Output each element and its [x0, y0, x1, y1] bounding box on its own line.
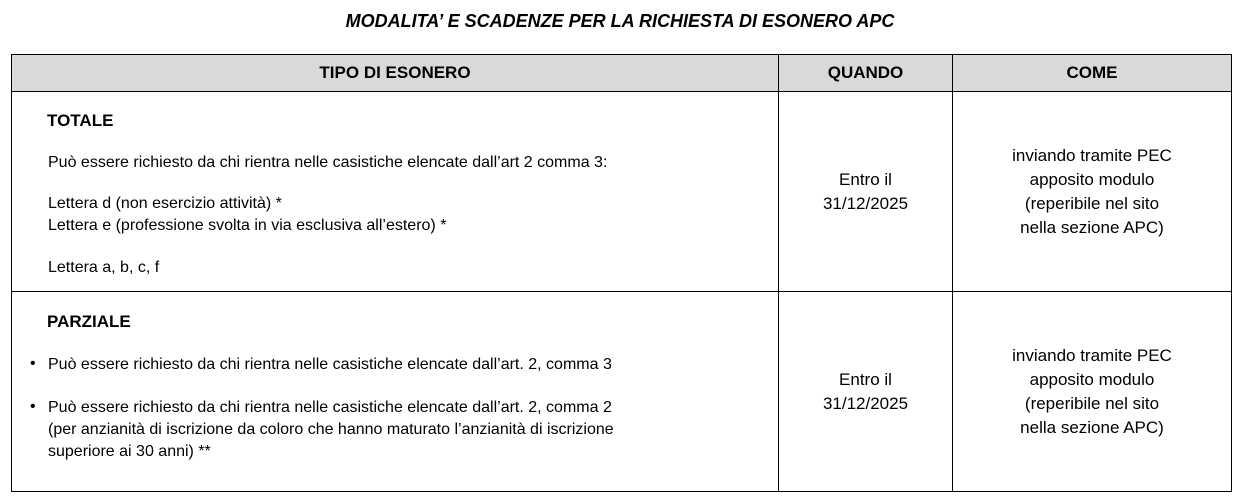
come-line: (reperibile nel sito	[1024, 193, 1160, 213]
quando-line: Entro il	[839, 169, 892, 189]
totale-lettera-d: Lettera d (non esercizio attività) *	[48, 195, 282, 212]
cell-quando-totale	[779, 92, 953, 292]
header-tipo: TIPO DI ESONERO	[12, 55, 779, 92]
quando-line: Entro il	[839, 369, 892, 389]
bullet-icon: •	[30, 355, 36, 372]
come-line: nella sezione APC)	[1020, 417, 1164, 437]
parziale-bullet-2-line-1: Può essere richiesto da chi rientra nelle casistiche elencate dall’art. 2, comma 2	[48, 399, 612, 416]
bullet-icon: •	[30, 398, 36, 415]
section-title-totale: TOTALE	[47, 111, 114, 130]
esonero-table	[11, 54, 1232, 492]
totale-intro-line: Può essere richiesto da chi rientra nelle casistiche elencate dall’art 2 comma 3:	[48, 154, 608, 171]
section-title-parziale: PARZIALE	[47, 312, 131, 331]
quando-date: 31/12/2025	[822, 193, 909, 213]
parziale-bullet-2-line-3: superiore ai 30 anni) **	[48, 443, 211, 460]
table-row-totale	[12, 92, 1232, 292]
come-line: inviando tramite PEC	[1012, 145, 1172, 165]
cell-tipo-totale	[12, 92, 779, 292]
totale-lettere-abcf: Lettera a, b, c, f	[48, 259, 160, 276]
document-title: MODALITA’ E SCADENZE PER LA RICHIESTA DI ESONERO APC	[345, 11, 895, 31]
parziale-bullet-2-line-2: (per anzianità di iscrizione da coloro che hanno maturato l’anzianità di iscrizione	[48, 421, 614, 438]
come-line: nella sezione APC)	[1020, 217, 1164, 237]
header-quando: QUANDO	[779, 55, 953, 92]
parziale-bullet-1: Può essere richiesto da chi rientra nelle casistiche elencate dall’art. 2, comma 3	[48, 356, 612, 373]
cell-come-parziale	[953, 292, 1232, 492]
come-line: inviando tramite PEC	[1012, 345, 1172, 365]
header-come: COME	[953, 55, 1232, 92]
cell-come-totale	[953, 92, 1232, 292]
cell-quando-parziale	[779, 292, 953, 492]
come-line: apposito modulo	[1029, 169, 1155, 189]
come-line: (reperibile nel sito	[1024, 393, 1160, 413]
cell-tipo-parziale	[12, 292, 779, 492]
come-line: apposito modulo	[1029, 369, 1155, 389]
table-header-row	[12, 55, 1232, 92]
totale-lettera-e: Lettera e (professione svolta in via esclusiva all’estero) *	[48, 217, 447, 234]
table-row-parziale	[12, 292, 1232, 492]
quando-date: 31/12/2025	[822, 393, 909, 413]
